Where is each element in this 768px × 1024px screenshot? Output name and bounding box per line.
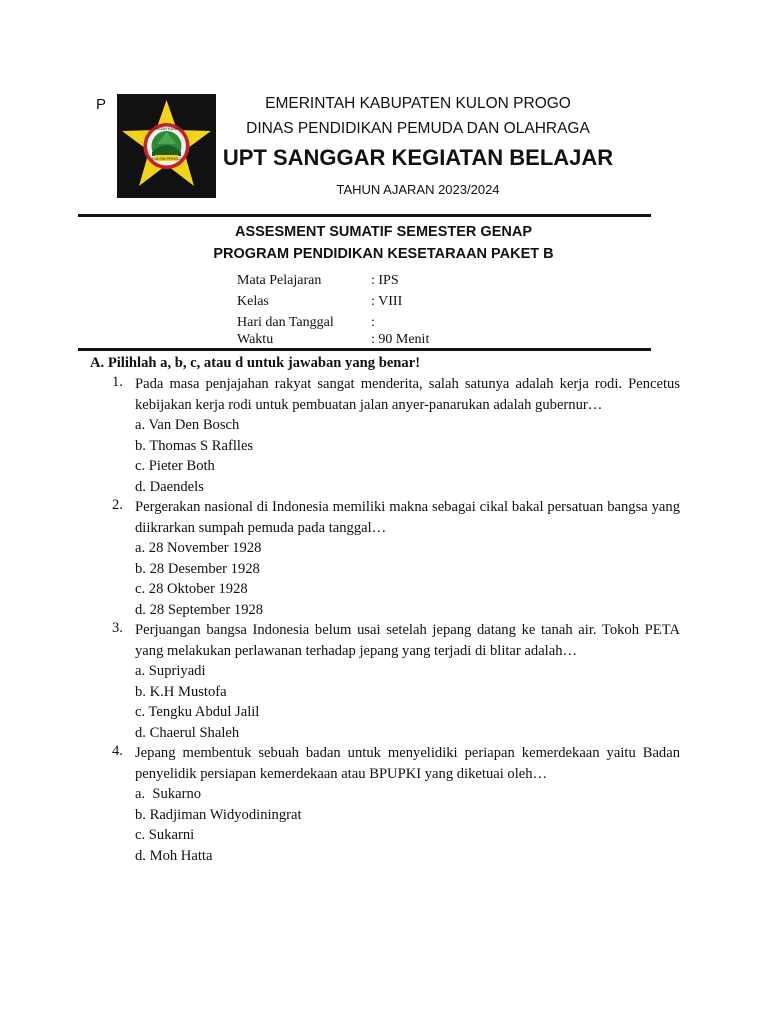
answer-option: c. Tengku Abdul Jalil [135, 704, 260, 720]
exam-subtitle: PROGRAM PENDIDIKAN KESETARAAN PAKET B [213, 246, 554, 262]
answer-option: a. Supriyadi [135, 663, 206, 679]
header-line-1: EMERINTAH KABUPATEN KULON PROGO [265, 95, 571, 112]
answer-option: d. Moh Hatta [135, 847, 213, 864]
question-item [90, 374, 680, 497]
answer-option: b. 28 Desember 1928 [135, 560, 260, 577]
question-item [90, 743, 680, 866]
answer-option: c. Pieter Both [135, 458, 215, 474]
question-item [90, 497, 680, 620]
meta-value: : 90 Menit [371, 332, 430, 347]
meta-label: Kelas [237, 294, 269, 309]
logo-text-top: PEMERINTAH KABUPATEN [145, 127, 188, 131]
question-number: 2. [112, 497, 123, 513]
question-number: 3. [112, 620, 123, 636]
question-stem: Perjuangan bangsa Indonesia belum usai setelah jepang datang ke tanah air. Tokoh PETA yang melakukan perlawanan terhadap jepang yang terjadi di blitar adalah… [135, 622, 680, 659]
answer-option: d. 28 September 1928 [135, 601, 264, 618]
meta-label: Mata Pelajaran [237, 273, 322, 288]
exam-title: ASSESMENT SUMATIF SEMESTER GENAP [234, 224, 532, 240]
meta-label: Waktu [237, 332, 274, 347]
question-number: 1. [112, 374, 123, 390]
answer-option: d. Daendels [135, 478, 204, 495]
answer-option: c. Sukarni [135, 827, 195, 843]
answer-option: b. K.H Mustofa [135, 683, 227, 700]
question-stem: Jepang membentuk sebuah badan untuk menyelidiki periapan kemerdekaan yaitu Badan penyelidik persiapan kemerdekaan atau BPUPKI yang diketuai oleh… [135, 745, 680, 782]
header-institution-title: UPT SANGGAR KEGIATAN BELAJAR [222, 145, 614, 170]
section-instruction: A. Pilihlah a, b, c, atau d untuk jawaban yang benar! [90, 355, 421, 371]
exam-meta [237, 272, 429, 348]
answer-option: a. Sukarno [135, 786, 202, 802]
answer-option: c. 28 Oktober 1928 [135, 581, 248, 597]
answer-option: d. Chaerul Shaleh [135, 724, 240, 741]
meta-value: : IPS [371, 273, 399, 288]
answer-option: b. Radjiman Widyodiningrat [135, 806, 302, 823]
header-divider [78, 214, 651, 217]
question-stem: Pada masa penjajahan rakyat sangat menderita, salah satunya adalah kerja rodi. Pencetus kebijakan kerja rodi untuk pembuatan jalan anyer-panarukan adalah gubernur… [135, 376, 680, 413]
meta-divider [78, 348, 651, 351]
question-stem: Pergerakan nasional di Indonesia memiliki makna sebagai cikal bakal persatuan bangsa yang diikrarkan sumpah pemuda pada tanggal… [135, 499, 680, 536]
meta-value: : VIII [371, 294, 403, 309]
answer-option: b. Thomas S Raflles [135, 437, 254, 454]
header-line-2: DINAS PENDIDIKAN PEMUDA DAN OLAHRAGA [246, 120, 590, 137]
question-section [90, 353, 680, 866]
question-number: 4. [112, 743, 123, 759]
meta-row-subject [237, 272, 429, 289]
header-academic-year: TAHUN AJARAN 2023/2024 [336, 182, 500, 197]
meta-label: Hari dan Tanggal [237, 315, 334, 330]
meta-value: : [371, 315, 375, 330]
meta-row-date [237, 314, 429, 331]
stray-letter: P [96, 96, 107, 113]
answer-option: a. 28 November 1928 [135, 540, 262, 556]
question-item [90, 620, 680, 743]
logo-text-bottom: KULON PROGO [151, 156, 182, 161]
meta-row-duration [237, 331, 429, 348]
meta-row-class [237, 293, 429, 310]
answer-option: a. Van Den Bosch [135, 417, 240, 433]
